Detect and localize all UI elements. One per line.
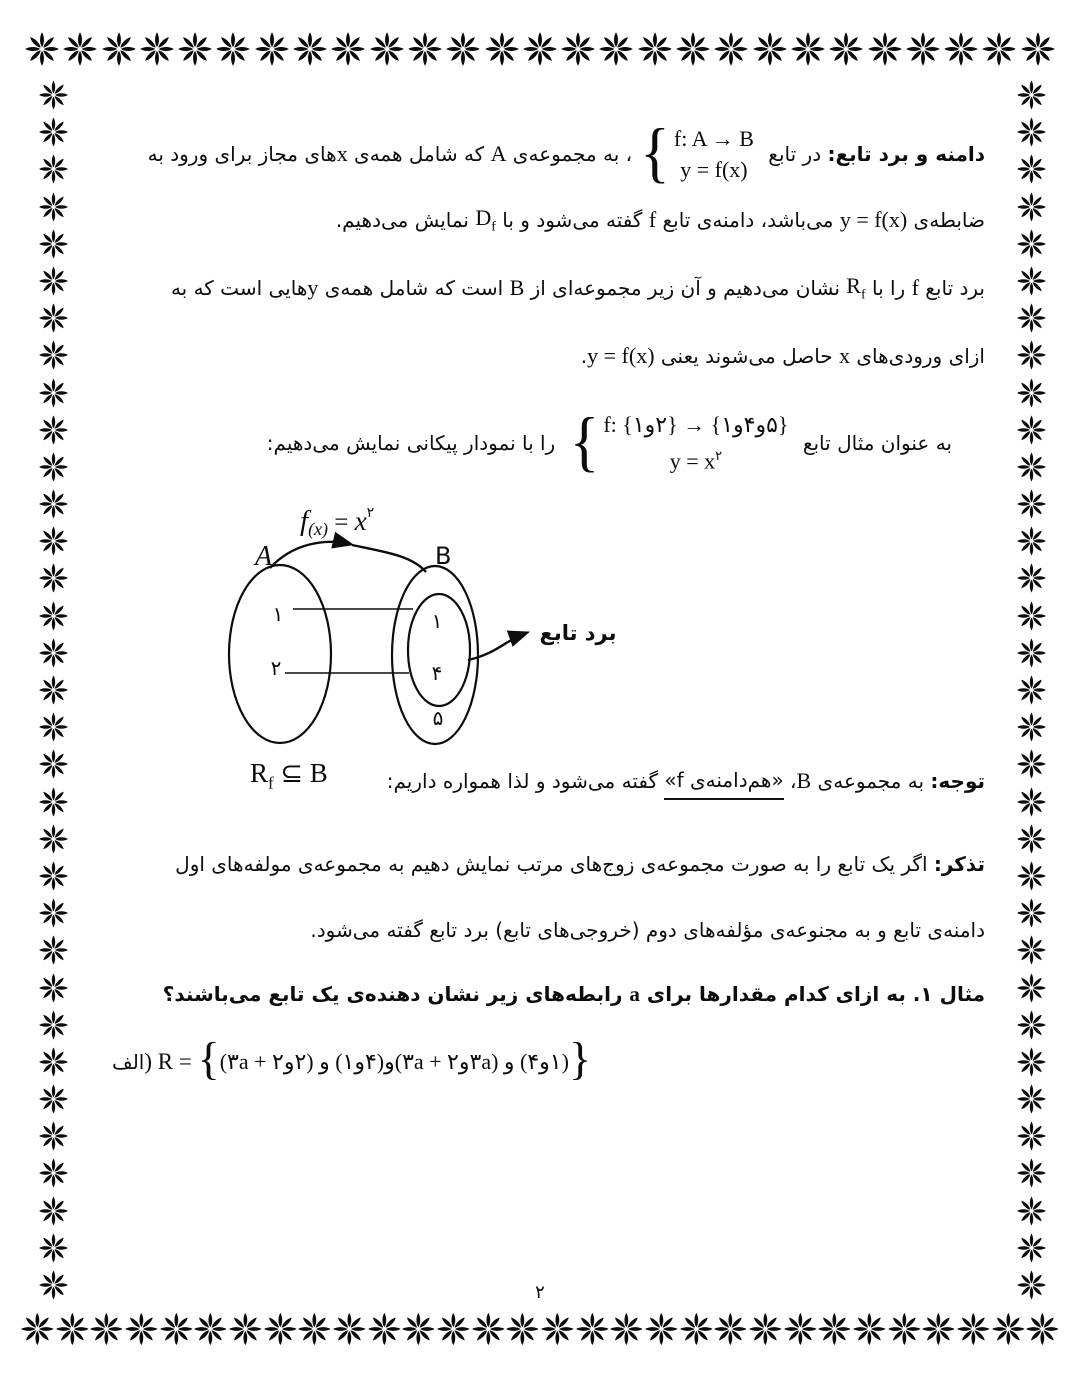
eight-petal-flower-icon (38, 636, 69, 670)
text-segment: به عنوان مثال تابع (796, 431, 952, 455)
eight-petal-flower-icon (1016, 524, 1047, 558)
eight-petal-flower-icon (1016, 747, 1047, 781)
r-base: R (846, 272, 861, 298)
eight-petal-flower-icon (637, 28, 673, 70)
eight-petal-flower-icon (1016, 152, 1047, 186)
eight-petal-flower-icon (38, 413, 69, 447)
border-bottom-row (20, 1306, 1060, 1352)
eight-petal-flower-icon (38, 1119, 69, 1153)
function-arrow-right (352, 545, 426, 572)
eight-petal-flower-icon (522, 28, 558, 70)
eight-petal-flower-icon (1016, 413, 1047, 447)
eight-petal-flower-icon (38, 264, 69, 298)
f-symbol: f (648, 207, 657, 232)
eight-petal-flower-icon (407, 28, 443, 70)
eight-petal-flower-icon (1016, 822, 1047, 856)
eight-petal-flower-icon (38, 1045, 69, 1079)
eight-petal-flower-icon (139, 28, 175, 70)
eight-petal-flower-icon (1016, 785, 1047, 819)
text-segment: ازای ورودی‌های (850, 344, 985, 368)
left-brace: { (197, 1033, 220, 1084)
eight-petal-flower-icon (943, 28, 979, 70)
rule-base: y = x (669, 448, 716, 474)
text-segment: اگر یک تابع را به صورت مجموعه‌ی زوج‌های مرتب نمایش دهیم به مجموعه‌ی مولفه‌های اول (175, 852, 934, 876)
eight-petal-flower-icon (1016, 1231, 1047, 1265)
eight-petal-flower-icon (1016, 1082, 1047, 1116)
text-segment: رابطه‌های زیر نشان دهنده‌ی یک تابع می‌باشند؟ (162, 982, 630, 1006)
x-symbol: x (336, 141, 348, 166)
text-segment: هایی است که به (170, 276, 308, 300)
eight-petal-flower-icon (38, 673, 69, 707)
set-a-label: A (255, 541, 273, 572)
r-base: R (250, 758, 269, 788)
eight-petal-flower-icon (1016, 301, 1047, 335)
eight-petal-flower-icon (560, 28, 596, 70)
left-brace: { (569, 405, 600, 479)
item-label-alef: الف (112, 1050, 145, 1074)
element-b5: ۵ (432, 706, 444, 730)
eight-petal-flower-icon (38, 822, 69, 856)
eight-petal-flower-icon (679, 1308, 714, 1350)
eight-petal-flower-icon (748, 1308, 783, 1350)
subset-of-b: ⊆ B (273, 758, 328, 788)
definition-line-2 (336, 200, 985, 240)
text-segment: گفته می‌شود و لذا همواره داریم: (386, 769, 665, 793)
eight-petal-flower-icon (445, 28, 481, 70)
eight-petal-flower-icon (369, 28, 405, 70)
label-paren: ) (144, 1049, 158, 1074)
eight-petal-flower-icon (609, 1308, 644, 1350)
eight-petal-flower-icon (1016, 1008, 1047, 1042)
eight-petal-flower-icon (1016, 896, 1047, 930)
text-segment: نمایش می‌دهیم. (335, 208, 476, 232)
eight-petal-flower-icon (817, 1308, 852, 1350)
eight-petal-flower-icon (38, 301, 69, 335)
text-segment: نشان می‌دهیم و آن زیر مجموعه‌ای از (524, 276, 847, 300)
eight-petal-flower-icon (1016, 859, 1047, 893)
eight-petal-flower-icon (867, 28, 903, 70)
text-segment: ، به مجموعه‌ی (506, 142, 633, 166)
text-segment: است که شامل همه‌ی (318, 276, 510, 300)
definition-line-1 (148, 116, 985, 192)
eight-petal-flower-icon (101, 28, 137, 70)
eight-petal-flower-icon (38, 487, 69, 521)
text-segment: که شامل همه‌ی (347, 142, 491, 166)
text-segment: مثال ۱. به ازای کدام مقدارها برای (639, 982, 985, 1006)
codomain-quote: «هم‌دامنه‌ی f» (664, 763, 783, 800)
eight-petal-flower-icon (1016, 561, 1047, 595)
eight-petal-flower-icon (24, 28, 60, 70)
eight-petal-flower-icon (38, 785, 69, 819)
eight-petal-flower-icon (38, 599, 69, 633)
eight-petal-flower-icon (887, 1308, 922, 1350)
eight-petal-flower-icon (1016, 376, 1047, 410)
eight-petal-flower-icon (38, 896, 69, 930)
eight-petal-flower-icon (905, 28, 941, 70)
eight-petal-flower-icon (38, 933, 69, 967)
border-right-column (1010, 78, 1052, 1302)
eight-petal-flower-icon (1016, 673, 1047, 707)
eight-petal-flower-icon (1016, 227, 1047, 261)
eight-petal-flower-icon (38, 1156, 69, 1190)
eight-petal-flower-icon (38, 227, 69, 261)
text-segment: ضابطه‌ی (907, 208, 985, 232)
border-left-column (32, 78, 74, 1302)
eight-petal-flower-icon (713, 28, 749, 70)
right-brace: } (568, 1033, 592, 1084)
text-segment: برد تابع (918, 276, 985, 300)
eight-petal-flower-icon (367, 1308, 402, 1350)
note-heading: توجه: (930, 769, 985, 793)
function-mapping: f: A → B (673, 126, 754, 151)
element-a2: ۲ (270, 656, 282, 680)
y-equals-fx: y = f(x) (839, 207, 908, 232)
piecewise-lines (603, 409, 788, 476)
eight-petal-flower-icon (297, 1308, 332, 1350)
text-segment: را با نمودار پیکانی نمایش می‌دهیم: (266, 431, 562, 455)
d-base: D (475, 204, 492, 230)
element-b4: ۴ (431, 661, 443, 685)
text-segment: را با (865, 276, 912, 300)
a-symbol: a (629, 981, 640, 1006)
eight-petal-flower-icon (38, 971, 69, 1005)
relation-lead: R = (157, 1049, 198, 1074)
example-1-heading (163, 974, 985, 1014)
set-a-symbol: A (490, 141, 507, 166)
eight-petal-flower-icon (263, 1308, 298, 1350)
eight-petal-flower-icon (38, 190, 69, 224)
text-segment: گفته می‌شود و با (495, 208, 649, 232)
eight-petal-flower-icon (752, 28, 788, 70)
eight-petal-flower-icon (62, 28, 98, 70)
range-line-2 (581, 336, 985, 376)
set-b-symbol: B (509, 275, 525, 300)
eight-petal-flower-icon (790, 28, 826, 70)
eight-petal-flower-icon (575, 1308, 610, 1350)
relation-formula-line (112, 1030, 591, 1094)
rule-exponent: ۲ (715, 448, 723, 464)
eight-petal-flower-icon (1016, 1045, 1047, 1079)
eight-petal-flower-icon (215, 28, 251, 70)
eight-petal-flower-icon (292, 28, 328, 70)
text-segment: می‌باشد، دامنه‌ی تابع (656, 208, 840, 232)
eight-petal-flower-icon (1016, 599, 1047, 633)
eight-petal-flower-icon (1016, 190, 1047, 224)
piecewise-function-example (569, 405, 789, 479)
eight-petal-flower-icon (38, 78, 69, 112)
eight-petal-flower-icon (38, 1194, 69, 1228)
eight-petal-flower-icon (38, 152, 69, 186)
period: . (580, 344, 588, 368)
eight-petal-flower-icon (598, 28, 634, 70)
eight-petal-flower-icon (1016, 338, 1047, 372)
eight-petal-flower-icon (38, 1231, 69, 1265)
eight-petal-flower-icon (956, 1308, 991, 1350)
page-number: ۲ (535, 1282, 545, 1303)
range-notation (846, 273, 865, 303)
eight-petal-flower-icon (193, 1308, 228, 1350)
eight-petal-flower-icon (38, 115, 69, 149)
x-symbol: x (839, 343, 851, 368)
function-mapping-sets: f: {۱و۲} → {۱و۴و۵} (603, 412, 789, 438)
eight-petal-flower-icon (330, 28, 366, 70)
eight-petal-flower-icon (1016, 636, 1047, 670)
eight-petal-flower-icon (38, 376, 69, 410)
eight-petal-flower-icon (852, 1308, 887, 1350)
r-subscript: f (268, 773, 274, 793)
ordered-pairs-set: (۳a + ۲و۲) و (۱و۴)و(۳a + ۲و۳a) و (۴و۱) (219, 1049, 569, 1074)
piecewise-function-general (640, 116, 754, 190)
eight-petal-flower-icon (124, 1308, 159, 1350)
note-line (387, 760, 985, 802)
text-segment: های مجاز برای ورود به (147, 142, 337, 166)
eight-petal-flower-icon (401, 1308, 436, 1350)
eight-petal-flower-icon (20, 1308, 55, 1350)
eight-petal-flower-icon (1020, 28, 1056, 70)
eight-petal-flower-icon (1025, 1308, 1060, 1350)
eight-petal-flower-icon (981, 28, 1017, 70)
eight-petal-flower-icon (921, 1308, 956, 1350)
eight-petal-flower-icon (228, 1308, 263, 1350)
eight-petal-flower-icon (540, 1308, 575, 1350)
r-subscript: f (860, 287, 866, 303)
rf-subset-b-formula (250, 758, 328, 793)
eight-petal-flower-icon (89, 1308, 124, 1350)
eight-petal-flower-icon (484, 28, 520, 70)
function-arrow-diagram (200, 492, 670, 777)
eight-petal-flower-icon (436, 1308, 471, 1350)
reminder-line-2 (310, 910, 985, 950)
element-a1: ۱ (272, 602, 284, 626)
eight-petal-flower-icon (1016, 264, 1047, 298)
eight-petal-flower-icon (505, 1308, 540, 1350)
eight-petal-flower-icon (1016, 487, 1047, 521)
eight-petal-flower-icon (675, 28, 711, 70)
eight-petal-flower-icon (1016, 971, 1047, 1005)
reminder-line-1 (175, 844, 985, 884)
eight-petal-flower-icon (1016, 450, 1047, 484)
eight-petal-flower-icon (783, 1308, 818, 1350)
eight-petal-flower-icon (1016, 115, 1047, 149)
y-equals-fx: y = f(x) (587, 343, 655, 368)
range-label: برد تابع (539, 621, 617, 645)
eight-petal-flower-icon (1016, 1119, 1047, 1153)
eight-petal-flower-icon (38, 710, 69, 744)
eight-petal-flower-icon (38, 1008, 69, 1042)
eight-petal-flower-icon (177, 28, 213, 70)
eight-petal-flower-icon (471, 1308, 506, 1350)
comma: ، (783, 769, 797, 793)
text-segment: دامنه‌ی تابع و به مجنوعه‌ی مؤلفه‌های دوم (خروجی‌های تابع) برد تابع گفته می‌شود. (310, 918, 985, 942)
element-b1: ۱ (431, 609, 443, 633)
eight-petal-flower-icon (38, 524, 69, 558)
example-intro-line (267, 402, 952, 484)
eight-petal-flower-icon (38, 338, 69, 372)
eight-petal-flower-icon (644, 1308, 679, 1350)
domain-range-heading: دامنه و برد تابع: (827, 142, 985, 166)
eight-petal-flower-icon (332, 1308, 367, 1350)
eight-petal-flower-icon (38, 450, 69, 484)
text-segment: به مجموعه‌ی (811, 769, 931, 793)
function-rule (670, 440, 722, 476)
eight-petal-flower-icon (159, 1308, 194, 1350)
function-rule: y = f(x) (680, 157, 748, 182)
eight-petal-flower-icon (991, 1308, 1026, 1350)
set-b-label: B (435, 542, 452, 570)
eight-petal-flower-icon (38, 859, 69, 893)
eight-petal-flower-icon (38, 747, 69, 781)
eight-petal-flower-icon (1016, 1156, 1047, 1190)
set-a-ellipse (229, 565, 331, 743)
text-segment: در تابع (761, 142, 828, 166)
f-symbol: f (911, 275, 919, 300)
eight-petal-flower-icon (1016, 78, 1047, 112)
domain-notation (475, 205, 496, 235)
eight-petal-flower-icon (254, 28, 290, 70)
eight-petal-flower-icon (713, 1308, 748, 1350)
eight-petal-flower-icon (38, 1082, 69, 1116)
reminder-heading: تذکر: (933, 852, 985, 876)
left-brace: { (640, 116, 670, 190)
border-top-row (24, 26, 1056, 72)
d-subscript: f (491, 219, 496, 235)
eight-petal-flower-icon (1016, 710, 1047, 744)
eight-petal-flower-icon (55, 1308, 90, 1350)
set-b-symbol: B (796, 768, 812, 793)
eight-petal-flower-icon (1016, 1194, 1047, 1228)
eight-petal-flower-icon (1016, 933, 1047, 967)
y-symbol: y (307, 275, 319, 300)
function-rule-label: f(x) = x۲ (300, 505, 375, 539)
text-segment: حاصل می‌شوند یعنی (654, 344, 840, 368)
eight-petal-flower-icon (828, 28, 864, 70)
eight-petal-flower-icon (38, 561, 69, 595)
range-line-1 (171, 268, 985, 308)
piecewise-lines (674, 123, 754, 185)
